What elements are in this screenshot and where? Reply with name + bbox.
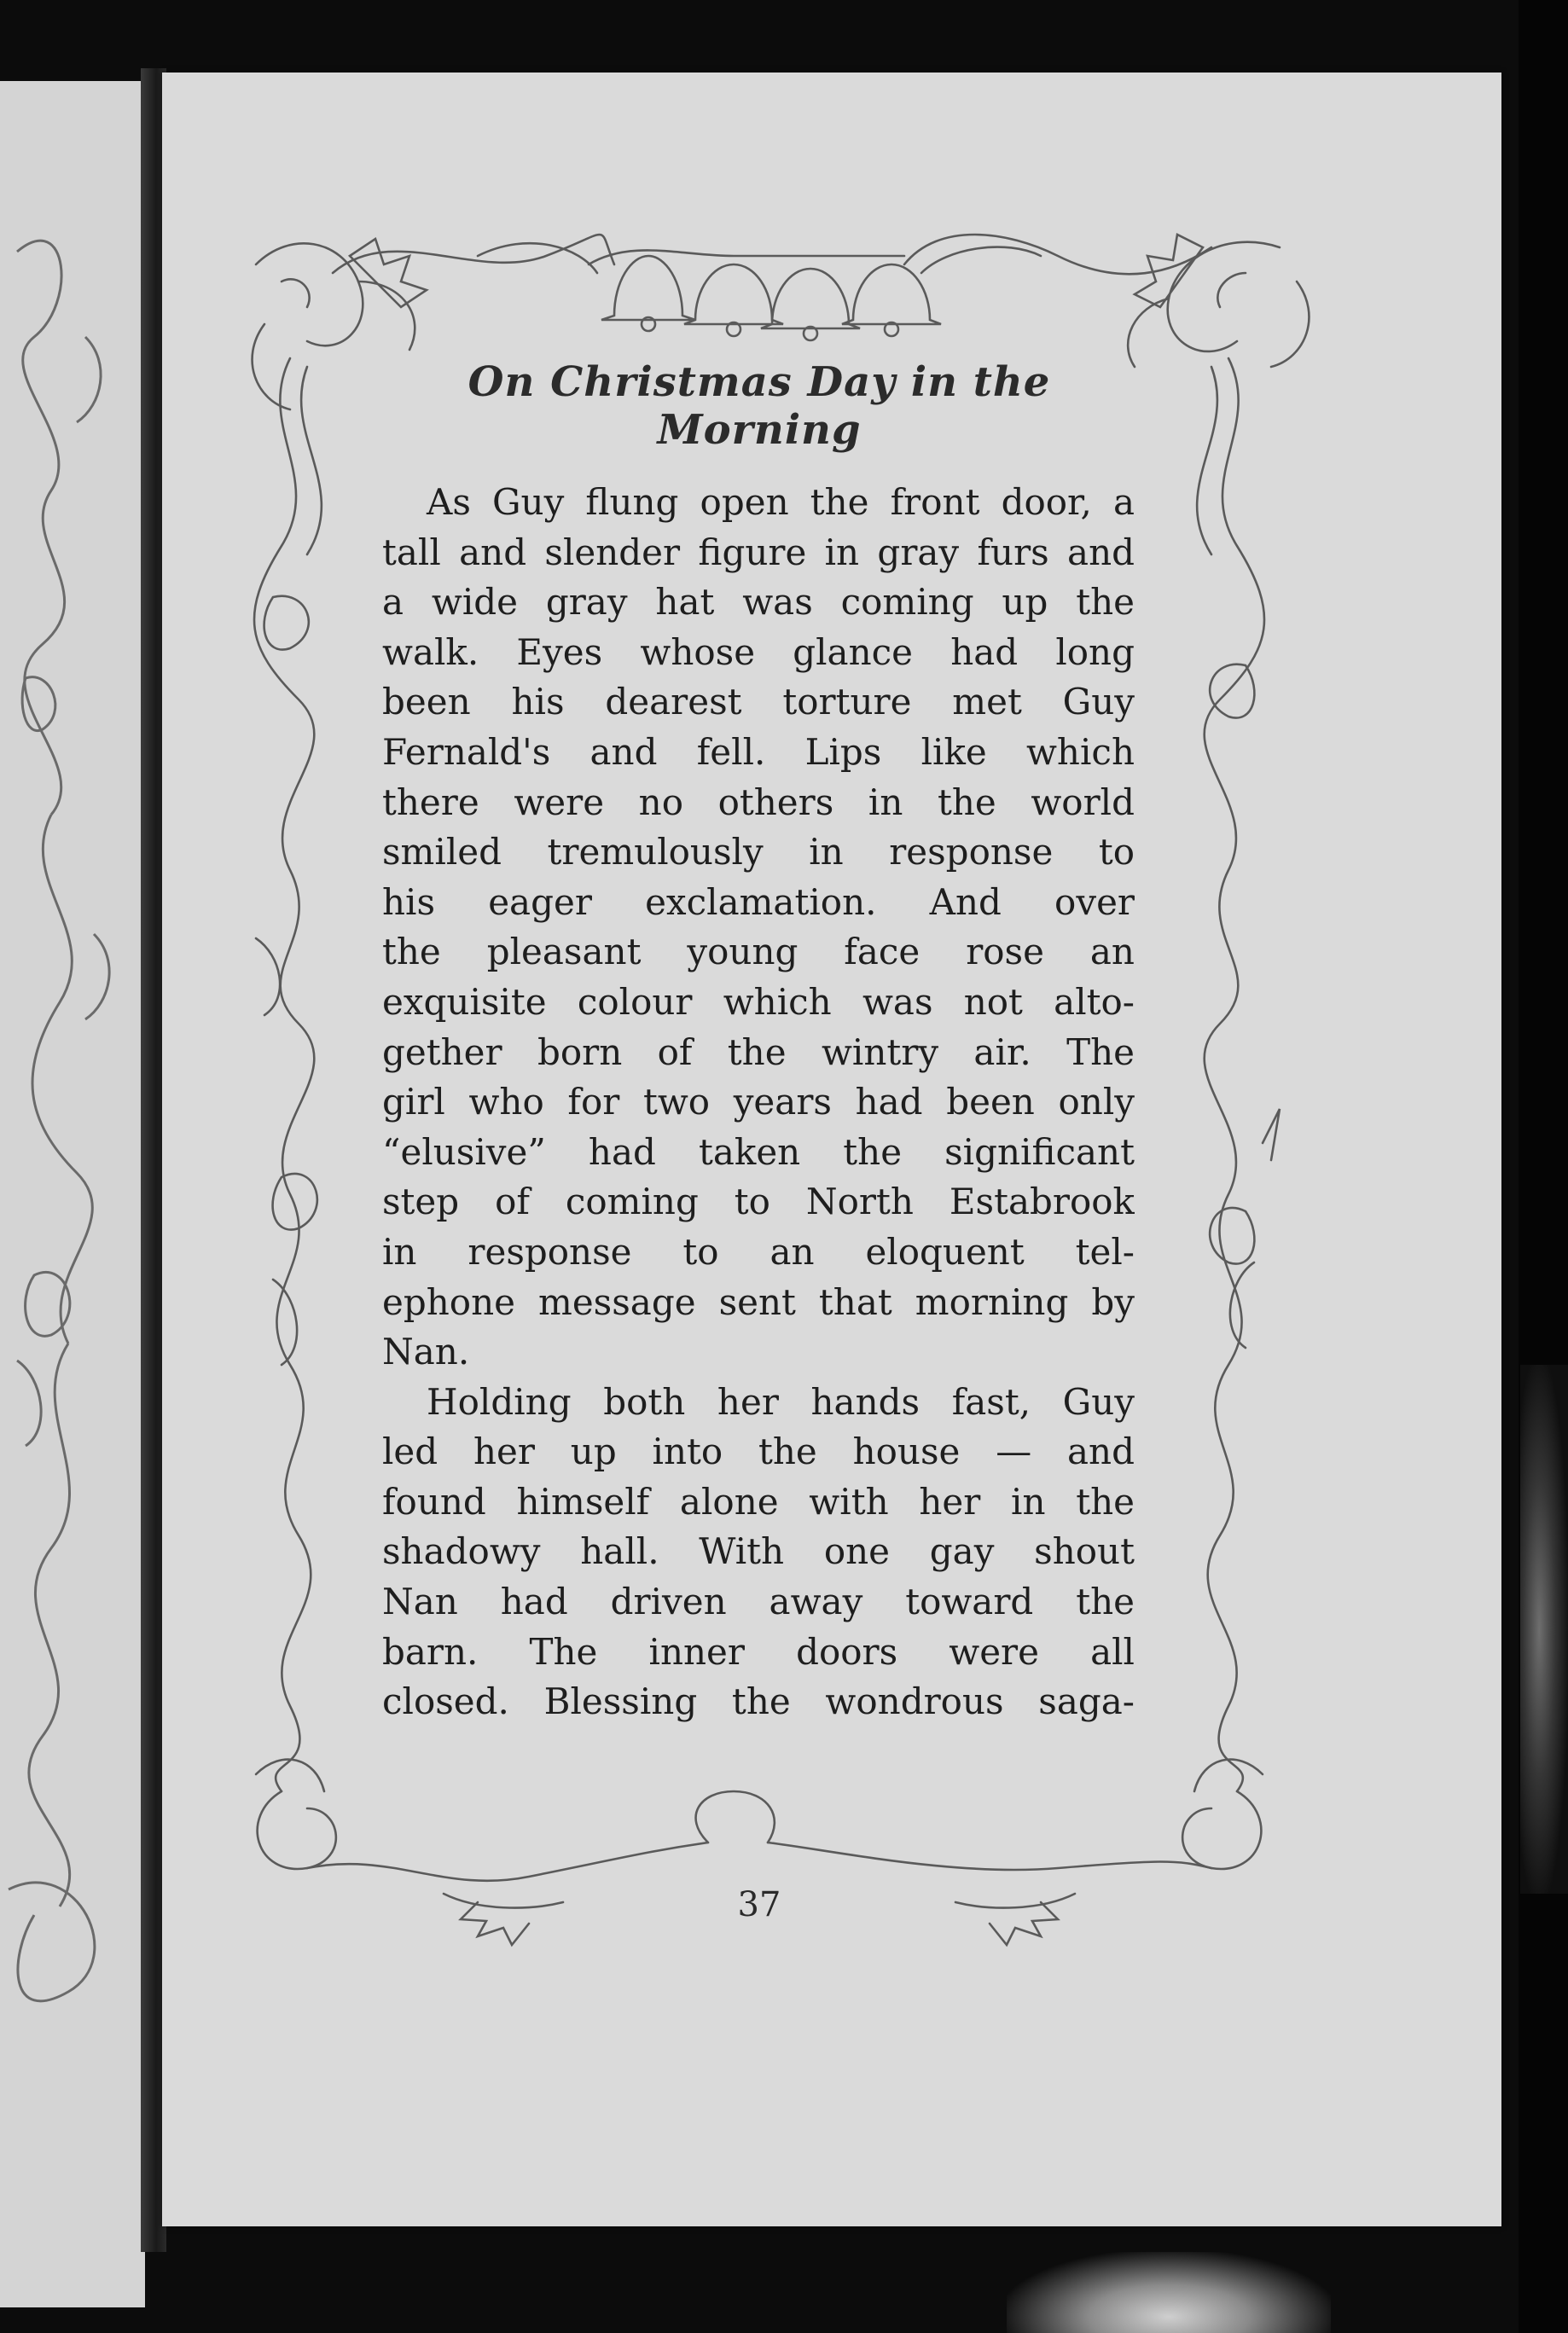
scan-artifact [1007, 2252, 1331, 2333]
body-text [382, 478, 1135, 1727]
text-line: As Guy flung open the front door, a [427, 481, 1135, 523]
text-line: there were no others in the world [382, 781, 1135, 823]
paragraph-1 [382, 478, 1135, 1378]
text-line: ephone message sent that morning by [382, 1280, 1135, 1323]
text-line: been his dearest torture met Guy [382, 681, 1135, 723]
text-line: shadowy hall. With one gay shout [382, 1530, 1135, 1573]
scan-background-edge [1519, 0, 1568, 2333]
text-line: Nan had driven away toward the [382, 1581, 1135, 1623]
text-line: step of coming to North Estabrook [382, 1181, 1135, 1223]
text-line: his eager exclamation. And over [382, 880, 1135, 923]
scan-artifact [1520, 1365, 1568, 1894]
text-line: the pleasant young face rose an [382, 931, 1135, 973]
text-line: Holding both her hands fast, Guy [427, 1380, 1135, 1423]
holly-icon [253, 239, 427, 409]
holly-icon [1128, 235, 1309, 367]
text-line: smiled tremulously in response to [382, 831, 1135, 873]
text-line: Nan. [382, 1331, 470, 1373]
running-head: On Christmas Day in the Morning [467, 358, 1051, 454]
text-line: barn. The inner doors were all [382, 1630, 1135, 1673]
text-line: gether born of the wintry air. The [382, 1030, 1135, 1073]
text-line: found himself alone with her in the [382, 1480, 1135, 1523]
text-line: “elusive” had taken the significant [382, 1130, 1135, 1173]
text-line: led her up into the house — and [382, 1431, 1135, 1473]
bells-icon [589, 250, 941, 340]
page-number: 37 [737, 1885, 781, 1924]
text-line: closed. Blessing the wondrous saga- [382, 1680, 1135, 1723]
text-line: a wide gray hat was coming up the [382, 581, 1135, 624]
text-line: tall and slender figure in gray furs and [382, 531, 1135, 573]
text-line: walk. Eyes whose glance had long [382, 630, 1135, 673]
text-line: in response to an eloquent tel- [382, 1230, 1135, 1273]
paragraph-2 [382, 1378, 1135, 1727]
text-line: Fernald's and fell. Lips like which [382, 730, 1135, 773]
text-line: girl who for two years had been only [382, 1081, 1135, 1123]
text-line: exquisite colour which was not alto- [382, 980, 1135, 1023]
